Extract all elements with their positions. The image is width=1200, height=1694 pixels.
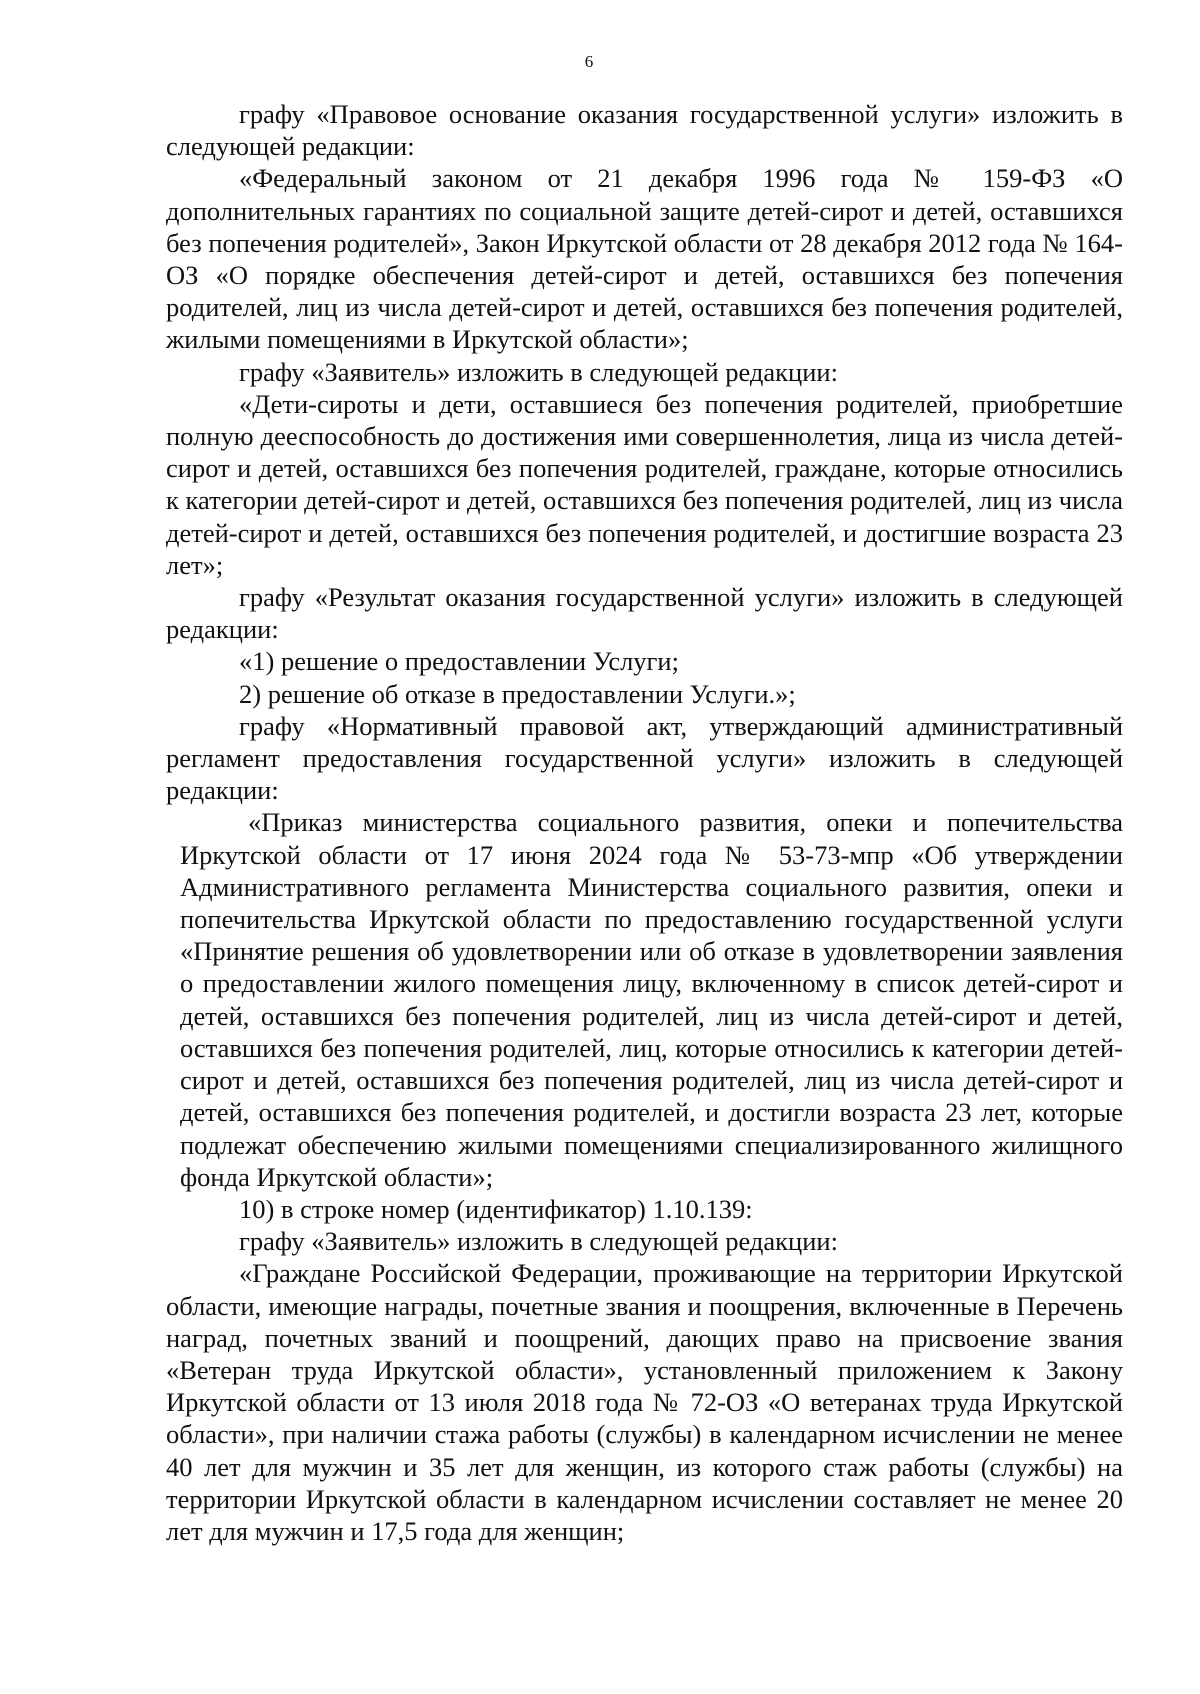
paragraph-applicant-heading-2: графу «Заявитель» изложить в следующей редакции:	[239, 1226, 838, 1257]
paragraph-legal-basis-heading: графу «Правовое основание оказания государственной услуги» изложить в следующей редакции:	[166, 99, 1123, 162]
paragraph-applicant-text: «Дети-сироты и дети, оставшиеся без попечения родителей, приобретшие полную дееспособность до достижения ими совершеннолетия, лица из числа детей-сирот и детей, оставшихся без попечения родителей, граждане, которые относились к категории детей-сирот и детей, оставшихся без попечения родителей, лиц из числа детей-сирот и детей, оставшихся без попечения родителей, и достигшие возраста 23 лет»;	[166, 388, 1123, 580]
paragraph-result-item-2: 2) решение об отказе в предоставлении Услуги.»;	[239, 678, 796, 709]
paragraph-applicant-heading: графу «Заявитель» изложить в следующей редакции:	[239, 356, 838, 387]
paragraph-result-heading: графу «Результат оказания государственной услуги» изложить в следующей редакции:	[166, 582, 1123, 645]
regulation-quote-block	[180, 806, 1123, 1192]
paragraph-applicant-text-2: «Граждане Российской Федерации, проживающие на территории Иркутской области, имеющие награды, почетные звания и поощрения, включенные в Перечень наград, почетных званий и поощрений, дающих право на присвоение звания «Ветеран труда Иркутской области», установленный приложением к Закону Иркутской области от 13 июля 2018 года № 72-ОЗ «О ветеранах труда Иркутской области», при наличии стажа работы (службы) в календарном исчислении не менее 40 лет для мужчин и 35 лет для женщин, из которого стаж работы (службы) на территории Иркутской области в календарном исчислении составляет не менее 20 лет для мужчин и 17,5 года для женщин;	[166, 1258, 1123, 1546]
document-body	[166, 98, 1123, 1547]
paragraph-regulation-quote: «Приказ министерства социального развития, опеки и попечительства Иркутской области от 17 июня 2024 года № 53-73-мпр «Об утверждении Административного регламента Министерства социального развития, опеки и попечительства Иркутской области по предоставлению государственной услуги «Принятие решения об удовлетворении или об отказе в удовлетворении заявления о предоставлении жилого помещения лицу, включенному в список детей-сирот и детей, оставшихся без попечения родителей, лиц из числа детей-сирот и детей, оставшихся без попечения родителей, лиц, которые относились к категории детей-сирот и детей, оставшихся без попечения родителей, лиц из числа детей-сирот и детей, оставшихся без попечения родителей, и достигли возраста 23 лет, которые подлежат обеспечению жилыми помещениями специализированного жилищного фонда Иркутской области»;	[180, 807, 1123, 1192]
paragraph-legal-basis-text: «Федеральный законом от 21 декабря 1996 года № 159-ФЗ «О дополнительных гарантиях по социальной защите детей-сирот и детей, оставшихся без попечения родителей», Закон Иркутской области от 28 декабря 2012 года № 164-ОЗ «О порядке обеспечения детей-сирот и детей, оставшихся без попечения родителей, лиц из числа детей-сирот и детей, оставшихся без попечения родителей, жилыми помещениями в Иркутской области»;	[166, 163, 1123, 355]
page-number: 6	[584, 52, 594, 71]
paragraph-row-identifier: 10) в строке номер (идентификатор) 1.10.139:	[239, 1193, 753, 1224]
paragraph-regulation-heading: графу «Нормативный правовой акт, утверждающий административный регламент предоставления государственной услуги» изложить в следующей редакции:	[166, 710, 1123, 806]
paragraph-result-item-1: «1) решение о предоставлении Услуги;	[239, 646, 679, 677]
